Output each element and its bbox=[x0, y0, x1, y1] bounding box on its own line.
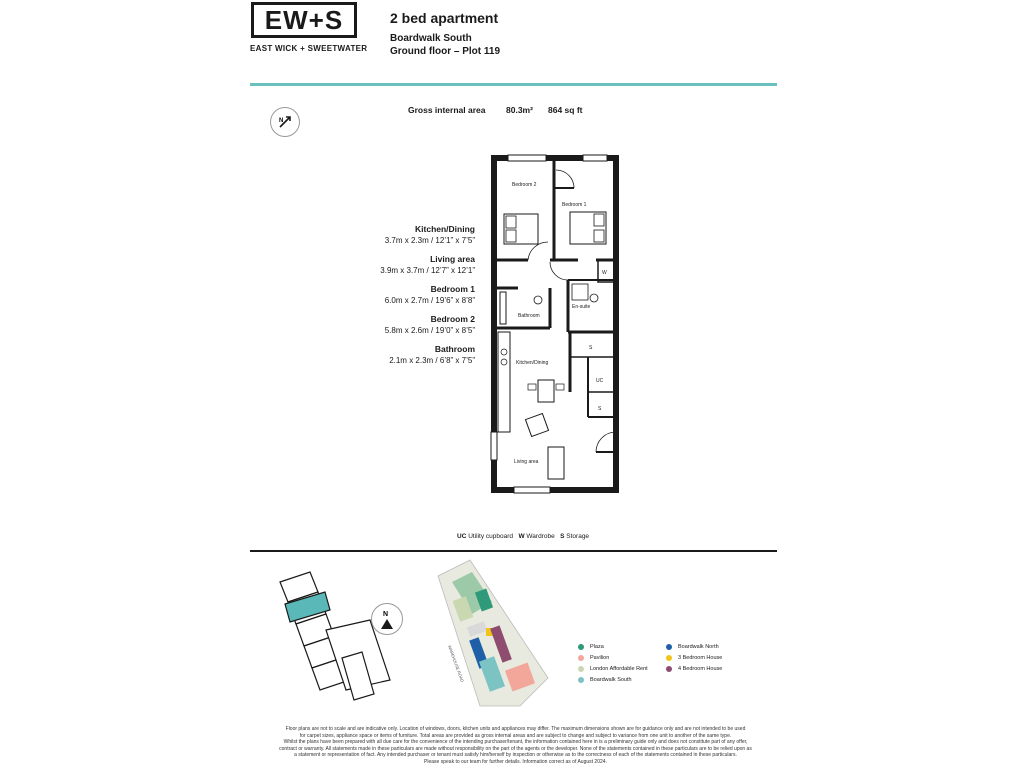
label-storage: S bbox=[589, 345, 593, 351]
room-size: 3.9m x 3.7m / 12’7” x 12’1” bbox=[380, 266, 475, 275]
north-compass-icon bbox=[371, 603, 403, 635]
brand-tagline: EAST WICK + SWEETWATER bbox=[250, 44, 368, 53]
svg-text:N: N bbox=[383, 611, 389, 618]
disclaimer-line: Whilst the plans have been prepared with all due care for the convenience of the intending purchaser/tenant, the information contained here in is a preliminary guide only and does not constitute part of any offer, bbox=[283, 739, 748, 746]
room-name: Kitchen/Dining bbox=[415, 224, 475, 234]
site-legend-left bbox=[578, 644, 648, 683]
legend-label: London Affordable Rent bbox=[590, 666, 648, 672]
room-dimensions-list bbox=[300, 224, 475, 374]
room-dims-item bbox=[300, 224, 475, 246]
gia-sqft: 864 sq ft bbox=[548, 105, 583, 115]
label-bedroom2: Bedroom 2 bbox=[512, 182, 537, 188]
brand-logo bbox=[251, 2, 357, 38]
room-name: Living area bbox=[430, 254, 475, 264]
key-code: UC bbox=[457, 533, 467, 540]
site-map bbox=[430, 558, 550, 708]
logo-text: EW+S bbox=[264, 4, 344, 35]
legend-item bbox=[578, 644, 648, 650]
section-divider bbox=[250, 550, 777, 552]
compass-icon bbox=[270, 107, 300, 137]
legend-label: 4 Bedroom House bbox=[678, 666, 723, 672]
label-wardrobe: W bbox=[602, 270, 607, 276]
room-size: 5.8m x 2.6m / 19’0” x 8’5” bbox=[384, 326, 475, 335]
key-text: Utility cupboard bbox=[468, 533, 514, 540]
label-utility: UC bbox=[596, 378, 604, 384]
disclaimer-line: Please speak to our team for further details. Information correct as of August 2024. bbox=[424, 758, 607, 765]
window bbox=[583, 155, 607, 161]
legend-item bbox=[666, 655, 722, 661]
site-legend-right bbox=[666, 644, 722, 672]
legend-swatch bbox=[578, 655, 584, 661]
building-key-plan bbox=[270, 570, 400, 710]
room-size: 3.7m x 2.3m / 12’1” x 7’5” bbox=[384, 236, 475, 245]
key-code: W bbox=[518, 533, 525, 540]
legend-label: Boardwalk North bbox=[678, 644, 719, 650]
building-name: Boardwalk South bbox=[390, 33, 472, 44]
page-subtitle bbox=[390, 32, 500, 58]
key-code: S bbox=[560, 533, 565, 540]
plan-key bbox=[457, 533, 589, 540]
room-name: Bathroom bbox=[434, 344, 475, 354]
label-storage: S bbox=[598, 406, 602, 412]
room-size: 2.1m x 2.3m / 6’8” x 7’5” bbox=[389, 356, 475, 365]
gia-label: Gross internal area bbox=[408, 105, 486, 115]
legend-swatch bbox=[578, 644, 584, 650]
window bbox=[508, 155, 546, 161]
label-ensuite: En-suite bbox=[572, 304, 591, 310]
legend-item bbox=[578, 666, 648, 672]
room-name: Bedroom 1 bbox=[430, 284, 475, 294]
room-dims-item bbox=[300, 344, 475, 366]
legend-swatch bbox=[578, 666, 584, 672]
label-kitchen: Kitchen/Dining bbox=[516, 360, 549, 366]
disclaimer bbox=[258, 726, 773, 766]
disclaimer-line: a statement or representation of fact. Any intended purchaser or tenant must satisfy him/herself by inspection or otherwise as to the correctness of each of the statements contained in these particulars. bbox=[294, 752, 737, 759]
legend-swatch bbox=[666, 644, 672, 650]
key-text: Wardrobe bbox=[526, 533, 555, 540]
label-bathroom: Bathroom bbox=[518, 313, 540, 319]
room-dims-item bbox=[300, 284, 475, 306]
disclaimer-line: Floor plans are not to scale and are indicative only. Location of windows, doors, kitchen units and appliances may differ. The maximum dimensions shown are for guidance only and are not intended to be used bbox=[285, 726, 746, 732]
gia-sqm: 80.3m² bbox=[506, 105, 533, 115]
label-bedroom1: Bedroom 1 bbox=[562, 202, 587, 208]
legend-item bbox=[666, 644, 722, 650]
legend-item bbox=[578, 655, 648, 661]
floor-plan bbox=[488, 152, 622, 496]
page-title: 2 bed apartment bbox=[390, 10, 499, 26]
room-dims-item bbox=[300, 314, 475, 336]
legend-label: Pavilion bbox=[590, 655, 610, 661]
legend-label: Plaza bbox=[590, 644, 604, 650]
legend-swatch bbox=[666, 655, 672, 661]
legend-label: Boardwalk South bbox=[590, 677, 632, 683]
legend-label: 3 Bedroom House bbox=[678, 655, 723, 661]
key-text: Storage bbox=[566, 533, 590, 540]
legend-swatch bbox=[578, 677, 584, 683]
disclaimer-line: contract or warranty. All statements made in these particulars are made without responsibility on the part of the agents or the developer. None of the statements contained in these particulars are to be relied upon as bbox=[279, 745, 752, 752]
room-dims-item bbox=[300, 254, 475, 276]
legend-item bbox=[578, 677, 648, 683]
room-size: 6.0m x 2.7m / 19’6” x 8’8” bbox=[384, 296, 475, 305]
legend-item bbox=[666, 666, 722, 672]
floor-plot: Ground floor – Plot 119 bbox=[390, 46, 501, 57]
legend-swatch bbox=[666, 666, 672, 672]
svg-text:N: N bbox=[279, 118, 284, 124]
road-label: WAREHOUSE ROAD bbox=[447, 644, 466, 683]
header-divider bbox=[250, 83, 777, 86]
disclaimer-line: for carpet sizes, appliance space or items of furniture. Total areas are provided as gross internal areas and are subject to change and subject to variance from one unit to another of the same type. bbox=[299, 732, 732, 739]
window bbox=[514, 487, 550, 493]
room-name: Bedroom 2 bbox=[430, 314, 475, 324]
window bbox=[491, 432, 497, 460]
label-living: Living area bbox=[514, 459, 539, 465]
